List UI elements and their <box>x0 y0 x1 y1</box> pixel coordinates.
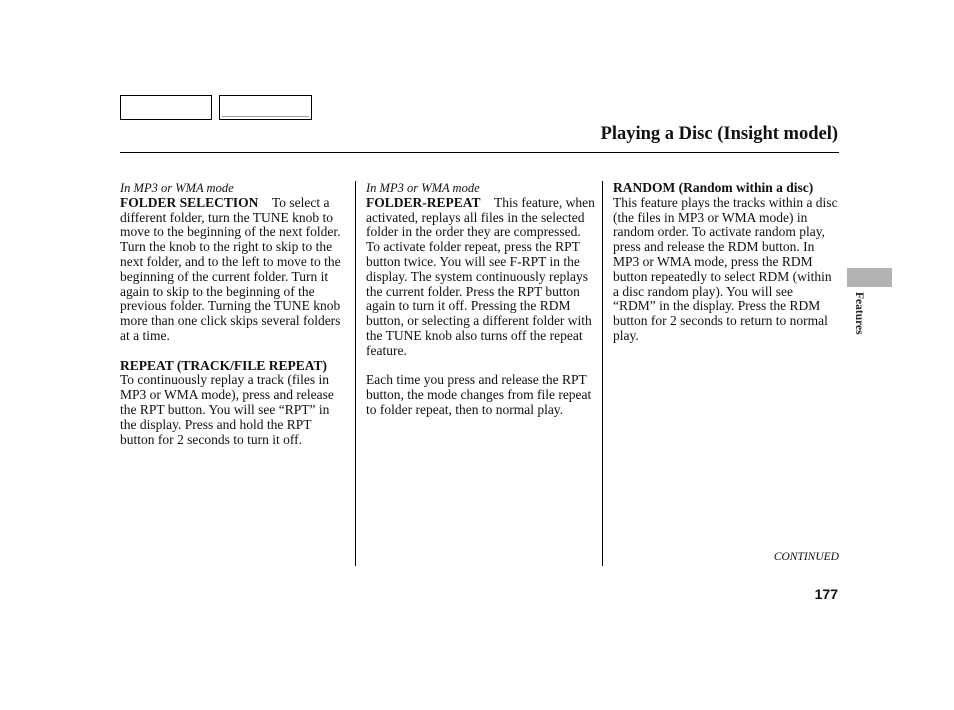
nav-button-inner <box>222 98 309 117</box>
nav-button-next[interactable] <box>219 95 312 120</box>
continued-label: CONTINUED <box>773 551 839 563</box>
page-title: Playing a Disc (Insight model) <box>600 124 838 144</box>
paragraph-folder-selection <box>120 196 348 344</box>
heading-repeat: REPEAT (TRACK/FILE REPEAT) <box>120 357 328 373</box>
heading-random: RANDOM (Random within a disc) <box>613 180 814 195</box>
body-repeat: To continuously replay a track (files in MP3 or WMA mode), press and release the RPT button. You will see “RPT” in the display. Press and hold the RPT button for 2 seconds to turn it off. <box>120 372 334 447</box>
paragraph-repeat <box>120 359 348 448</box>
column-1 <box>120 181 348 447</box>
section-tab <box>847 268 892 287</box>
mode-note: In MP3 or WMA mode <box>120 181 234 195</box>
column-divider <box>602 181 603 566</box>
column-3 <box>613 181 839 344</box>
column-2 <box>366 181 596 418</box>
heading-folder-repeat: FOLDER-REPEAT <box>366 194 481 210</box>
heading-folder-selection: FOLDER SELECTION <box>120 194 259 210</box>
paragraph-random <box>613 181 839 344</box>
body-random: This feature plays the tracks within a disc (the files in MP3 or WMA mode) in random order. To activate random play, press and release the RDM button. In MP3 or WMA mode, press the RDM button repeatedly to select RDM (within a disc random play). You will see “RDM” in the display. Press the RDM button for 2 seconds to return to normal play. <box>613 194 838 343</box>
title-rule <box>120 152 839 153</box>
mode-note: In MP3 or WMA mode <box>366 181 480 195</box>
section-tab-label: Features <box>853 292 865 335</box>
nav-button-previous[interactable] <box>120 95 212 120</box>
page-number: 177 <box>814 586 838 602</box>
column-divider <box>355 181 356 566</box>
paragraph-repeat-cycle: Each time you press and release the RPT button, the mode changes from file repeat to folder repeat, then to normal play. <box>366 372 592 417</box>
paragraph-folder-repeat <box>366 196 596 359</box>
body-folder-selection: To select a different folder, turn the TUNE knob to move to the beginning of the next folder. Turn the knob to the right to skip to the next folder, and to the left to move to the beginning of the current folder. Turn it again to skip to the beginning of the previous folder. Turning the TUNE knob more than one click skips several folders at a time. <box>120 194 341 343</box>
body-folder-repeat: This feature, when activated, replays all files in the selected folder in the order they are compressed. To activate folder repeat, press the RPT button twice. You will see F-RPT in the display. The system continuously replays the current folder. Press the RPT button again to turn it off. Pressing the RDM button, or selecting a different folder with the TUNE knob also turns off the repeat feature. <box>366 194 595 358</box>
